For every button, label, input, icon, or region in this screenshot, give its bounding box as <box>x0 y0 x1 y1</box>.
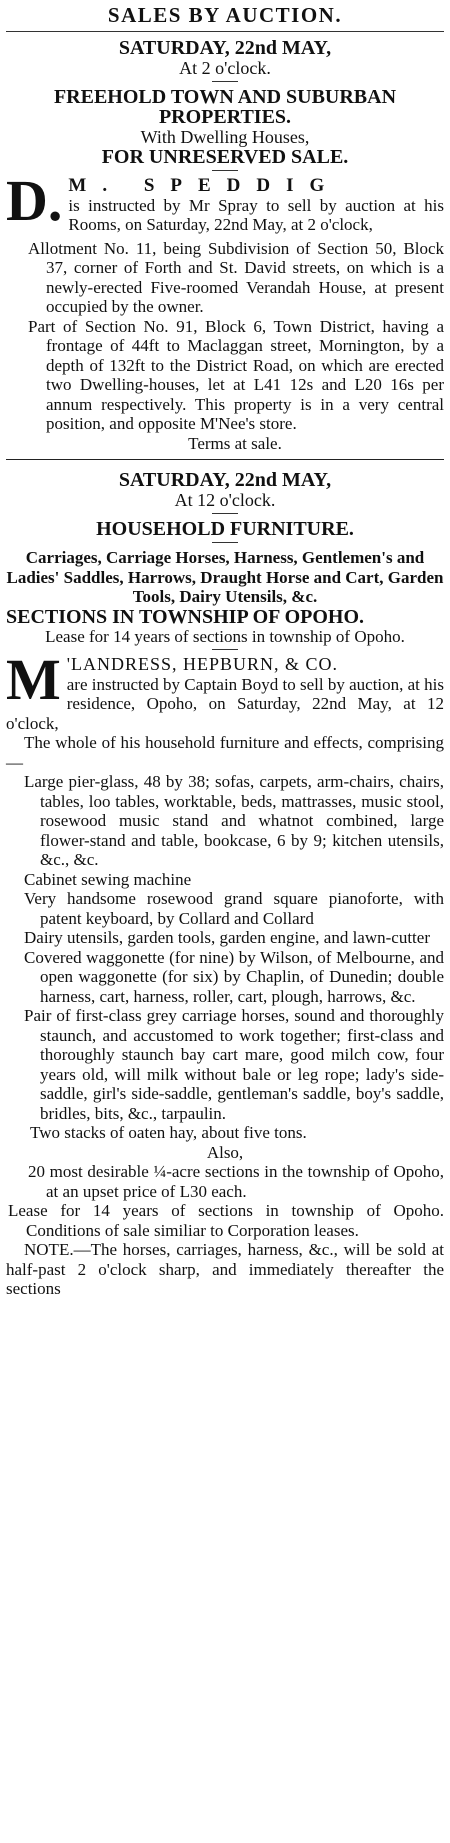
auctioneer-paragraph <box>6 168 444 235</box>
divider-dash <box>212 513 238 514</box>
sale-heading: HOUSEHOLD FURNITURE. <box>96 518 354 540</box>
sale-date: SATURDAY, 22nd MAY, <box>118 469 332 491</box>
divider-dash <box>212 649 238 650</box>
list-item: Large pier-glass, 48 by 38; sofas, carpets, arm-chairs, chairs, tables, loo tables, worktable, beds, mattrasses, music stool, rosewood music stand and whatnot combined, large flower-stand and table, bookcase, 6 by 9; kitchen utensils, &c., &c. <box>24 772 444 869</box>
lease-summary: Lease for 14 years of sections in township of Opoho. <box>45 626 405 646</box>
sections-heading: SECTIONS IN TOWNSHIP OF OPOHO. <box>6 605 365 628</box>
auction-column <box>0 2 450 1299</box>
drop-cap: M <box>6 647 61 712</box>
sale-time: At 2 o'clock. <box>179 58 271 78</box>
sale-subheading-bold: FOR UNRESERVED SALE. <box>101 146 349 168</box>
sale-listing-2 <box>6 470 444 1299</box>
lease-details: Lease for 14 years of sections in township of Opoho. Conditions of sale similiar to Corporation leases. <box>8 1201 444 1240</box>
list-item: Cabinet sewing machine <box>24 869 192 889</box>
lot-description: Allotment No. 11, being Subdivision of Section 50, Block 37, corner of Forth and St. David streets, on which is a newly-erected Five-roomed Verandah House, at present occupied by the owner. <box>28 238 444 316</box>
drop-cap: D. <box>6 168 63 233</box>
hay-line: Two stacks of oaten hay, about five tons. <box>30 1123 307 1142</box>
sale-heading-continued: PROPERTIES. <box>158 106 292 128</box>
auction-intro: is instructed by Mr Spray to sell by auction at his Rooms, on Saturday, 22nd May, at 2 o'clock, <box>68 195 444 234</box>
list-item: Very handsome rosewood grand square pianoforte, with patent keyboard, by Collard and Collard <box>24 889 444 928</box>
divider-dash <box>212 170 238 171</box>
lot-description: Part of Section No. 91, Block 6, Town District, having a frontage of 44ft to Maclaggan street, Mornington, by a depth of 132ft to the District Road, on which are erected two Dwelling-houses, let at L41 12s and L20 16s per annum respectively. This property is in a very central position, and opposite M'Nee's store. <box>28 316 444 433</box>
auctioneer-name: 'LANDRESS, HEPBURN, & CO. <box>66 654 339 674</box>
terms-line: Terms at sale. <box>188 433 282 453</box>
auctioneer-name: M. SPEDDIG <box>68 175 341 196</box>
sections-offer: 20 most desirable ¼-acre sections in the township of Opoho, at an upset price of L30 each. <box>28 1162 444 1201</box>
item-list <box>6 772 444 1123</box>
sale-listing-1 <box>6 38 444 453</box>
list-item: Dairy utensils, garden tools, garden engine, and lawn-cutter <box>24 928 430 947</box>
goods-summary: Carriages, Carriage Horses, Harness, Gentlemen's and Ladies' Saddles, Harrows, Draught Horse and Cart, Garden Tools, Dairy Utensils, &c. <box>6 548 444 606</box>
list-item: Pair of first-class grey carriage horses, sound and thoroughly staunch, and accustomed to work together; first-class and thoroughly staunch bay cart mare, good milch cow, four years old, will milk without bale or leg rope; lady's side-saddle, girl's side-saddle, gentleman's saddle, boy's saddle, bridles, bits, &c., tarpaulin. <box>24 1006 444 1123</box>
sale-subheading: With Dwelling Houses, <box>140 127 310 147</box>
also-line: Also, <box>206 1142 244 1162</box>
sale-note: NOTE.—The horses, carriages, harness, &c., will be sold at half-past 2 o'clock sharp, and immediately thereafter the sections <box>6 1240 444 1298</box>
auction-intro: are instructed by Captain Boyd to sell by auction, at his residence, Opoho, on Saturday, 22nd May, at 12 o'clock, <box>6 674 444 733</box>
sale-heading: FREEHOLD TOWN AND SUBURBAN <box>53 86 397 108</box>
divider-dash <box>212 542 238 543</box>
sale-time: At 12 o'clock. <box>174 490 276 510</box>
auctioneer-paragraph <box>6 647 444 733</box>
sale-date: SATURDAY, 22nd MAY, <box>118 37 332 59</box>
list-item: Covered waggonette (for nine) by Wilson, of Melbourne, and open waggonette (for six) by Chaplin, of Dunedin; double harness, cart, harness, roller, cart, plough, harrows, &c. <box>24 947 444 1006</box>
section-rule <box>6 459 444 460</box>
divider-dash <box>212 81 238 82</box>
page-title: SALES BY AUCTION. <box>6 2 444 32</box>
effects-intro: The whole of his household furniture and effects, comprising— <box>6 733 444 772</box>
